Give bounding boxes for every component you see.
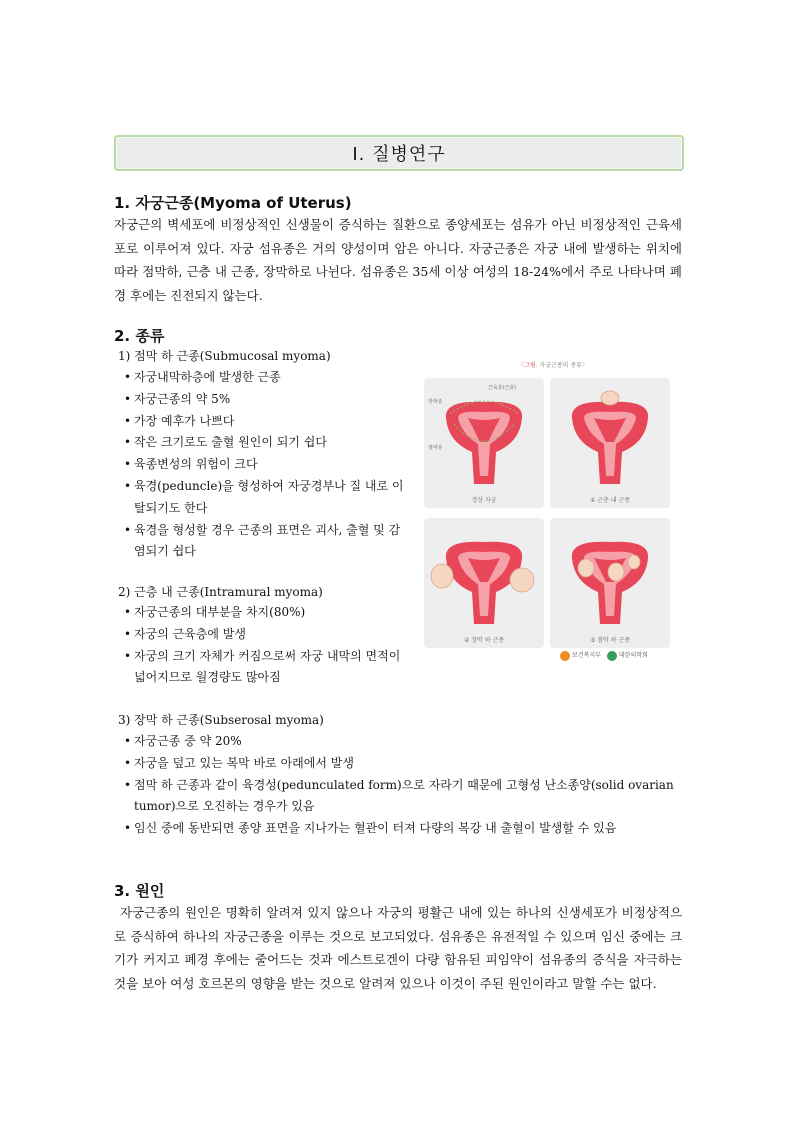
panel-subserosal <box>424 518 544 648</box>
list-item: • 자궁의 근육층에 발생 <box>124 624 414 646</box>
type-1-list <box>124 367 406 563</box>
logo-mohw: 보건복지부 <box>560 650 601 661</box>
uterus-illustration <box>424 518 544 648</box>
list-item: • 자궁근종의 약 5% <box>124 389 406 411</box>
type-3-title: 3) 장막 하 근종(Subserosal myoma) <box>118 713 324 727</box>
section-2-heading: 2. 종류 <box>114 327 165 345</box>
label-myometrium: 근육층(근층) <box>488 385 517 391</box>
label-mucosa: 점막층 <box>428 445 443 451</box>
type-2-title: 2) 근층 내 근종(Intramural myoma) <box>118 585 323 599</box>
list-item: • 작은 크기로도 출혈 원인이 되기 쉽다 <box>124 432 406 454</box>
list-item: • 자궁근종 중 약 20% <box>124 731 684 753</box>
chapter-title: Ⅰ. 질병연구 <box>352 144 446 165</box>
section-3-heading: 3. 원인 <box>114 882 165 900</box>
panel-label: ① 근층 내 근종 <box>589 497 631 504</box>
figure-logos <box>560 650 648 661</box>
type-2-list <box>124 602 414 689</box>
uterus-illustration <box>550 518 670 648</box>
panel-label: ③ 점막 하 근종 <box>589 637 631 644</box>
section-1-heading: 1. 자궁근종(Myoma of Uterus) <box>114 194 352 212</box>
panel-label: 정상 자궁 <box>471 497 497 504</box>
figure-caption: 〈그림. 자궁근종의 종류〉 <box>518 362 588 369</box>
list-item: • 육경을 형성할 경우 근종의 표면은 괴사, 출혈 및 감염되기 쉽다 <box>124 520 406 564</box>
list-item: • 점막 하 근종과 같이 육경성(pedunculated form)으로 자라기 때문에 고형성 난소종양(solid ovarian tumor)으로 오진하는 경우가 있음 <box>124 775 684 819</box>
list-item: • 육경(peduncle)을 형성하여 자궁경부나 질 내로 이탈되기도 한다 <box>124 476 406 520</box>
list-item: • 육종변성의 위험이 크다 <box>124 454 406 476</box>
panel-normal-uterus <box>424 378 544 508</box>
list-item: • 임신 중에 동반되면 종양 표면을 지나가는 혈관이 터져 다량의 복강 내 출혈이 발생할 수 있음 <box>124 818 684 840</box>
mohw-logo-icon <box>560 651 570 661</box>
list-item: • 자궁을 덮고 있는 복막 바로 아래에서 발생 <box>124 753 684 775</box>
list-item: • 자궁내막하층에 발생한 근종 <box>124 367 406 389</box>
label-serosa: 장막층 <box>428 399 443 405</box>
list-item: • 자궁근종의 대부분을 차지(80%) <box>124 602 414 624</box>
myoma-types-figure <box>420 352 696 668</box>
section-1-body: 자궁근의 벽세포에 비정상적인 신생물이 증식하는 질환으로 종양세포는 섬유가 아닌 비정상적인 근육세포로 이루어져 있다. 자궁 섬유종은 거의 양성이며 암은 아니다. 자궁근종은 자궁 내에 발생하는 위치에 따라 점막하, 근층 내 근종, 장막하로 나뉜다. 섬유종은 35세 이상 여성의 18-24%에서 주로 나타나며 폐경 후에는 진전되지 않는다. <box>114 217 682 303</box>
panel-intramural <box>550 378 670 508</box>
panel-submucosal <box>550 518 670 648</box>
uterus-illustration <box>550 378 670 508</box>
type-3-list <box>124 731 684 840</box>
panel-label: ② 장막 하 근종 <box>463 637 505 644</box>
chapter-title-box <box>114 135 684 171</box>
list-item: • 자궁의 크기 자체가 커짐으로써 자궁 내막의 면적이 넓어지므로 월경량도 많아짐 <box>124 646 414 690</box>
list-item: • 가장 예후가 나쁘다 <box>124 411 406 433</box>
type-1-title: 1) 점막 하 근종(Submucosal myoma) <box>118 349 331 363</box>
logo-kams: 대한의학회 <box>607 650 648 661</box>
kams-logo-icon <box>607 651 617 661</box>
section-3-body: 자궁근종의 원인은 명확히 알려져 있지 않으나 자궁의 평활근 내에 있는 하나의 신생세포가 비정상적으로 증식하여 하나의 자궁근종을 이루는 것으로 보고되었다. 섬유종은 유전적일 수 있으며 임신 중에는 크기가 커지고 폐경 후에는 줄어드는 것과 에스트로겐이 다량 함유된 피임약이 섬유종의 증식을 자극하는 것을 보아 여성 호르몬의 영향을 받는 것으로 알려져 있으나 이것이 주된 원인이라고 말할 수는 없다. <box>114 905 682 991</box>
